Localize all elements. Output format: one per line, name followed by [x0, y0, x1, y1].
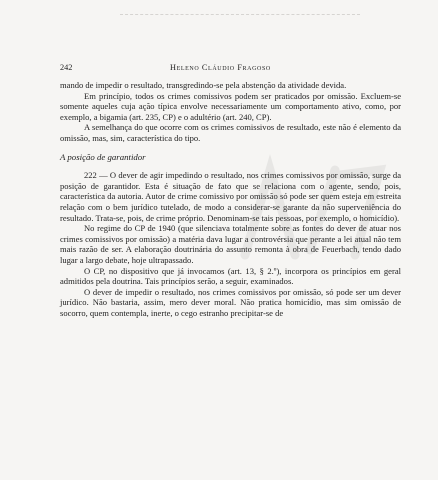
paragraph: A semelhança do que ocorre com os crimes comissivos de resultado, este não é elemento da omissão, mas, sim, característica do tipo. — [60, 122, 401, 143]
running-author: Heleno Cláudio Fragoso — [170, 63, 271, 72]
paragraph: mando de impedir o resultado, transgredindo-se pela abstenção da atividade devida. — [60, 80, 347, 90]
scan-artifact — [120, 14, 360, 21]
paragraph: O CP, no dispositivo que já invocamos (art. 13, § 2.º), incorpora os princípios em geral admitidos pela doutrina. Tais princípios serão, a seguir, examinados. — [60, 265, 401, 287]
body-text — [60, 80, 401, 318]
paragraph: No regime do CP de 1940 (que silenciava totalmente sobre as fontes do dever de atuar nos crimes comissivos por omissão) a matéria dava lugar a controvérsia que perante a lei atual não tem mais razão de ser. A elaboração doutrinária do assunto remonta à obra de Feuerbach, tendo dado lugar a largo debate, hoje ultrapassado. — [60, 223, 401, 265]
page-number: 242 — [60, 63, 73, 72]
paragraph: O dever de impedir o resultado, nos crimes comissivos por omissão, só pode ser um dever jurídico. Não bastaria, assim, mero dever moral. Não pratica homicídio, mas sim omissão de socorro, quem contempla, inerte, o cego estranho precipitar-se de — [60, 286, 401, 318]
paragraph: Em princípio, todos os crimes comissivos podem ser praticados por omissão. Excluem-se somente aqueles cuja ação típica envolve necessariamente um comportamento ativo, como, por exemplo, a bigamia (art. 235, CP) e o adultério (art. 240, CP). — [60, 90, 401, 122]
section-heading: A posição de garantidor — [60, 151, 146, 162]
paragraph: 222 — O dever de agir impedindo o resultado, nos crimes comissivos por omissão, surge da posição de garantidor. Esta é situação de fato que se relaciona com o agente, sendo, pois, característica da autoria. Autor de crime comissivo por omissão só pode ser quem esteja em estreita relação com o bem jurídico tutelado, de modo a considerar-se garante da não superveniência do resultado. Trata-se, pois, de crime próprio. Denominam-se tais pessoas, por exemplo, o homicídio). — [60, 170, 401, 223]
running-header — [60, 63, 400, 77]
